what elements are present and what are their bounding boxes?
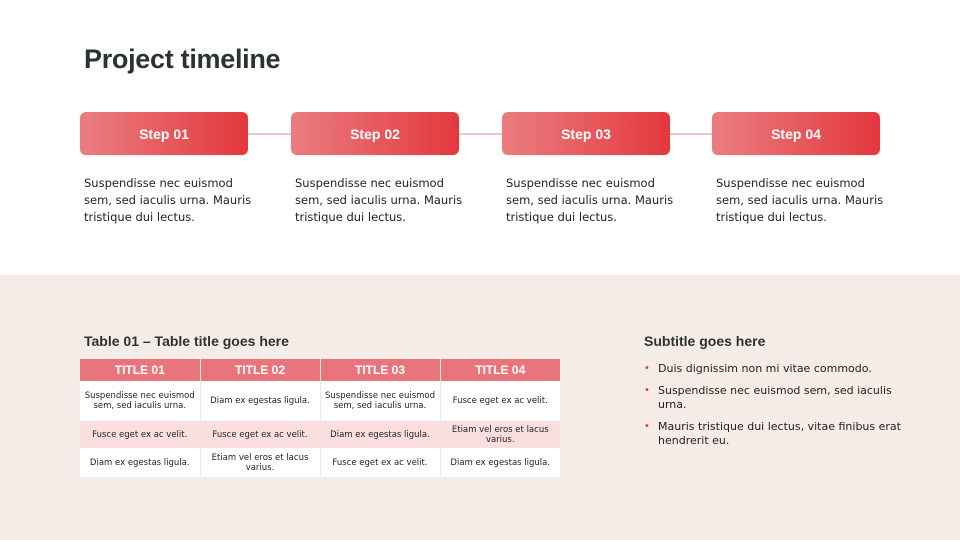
step-box-3: Step 03 (502, 112, 670, 155)
table-cell: Diam ex egestas ligula. (320, 421, 440, 448)
timeline-connector (458, 133, 502, 135)
bullet-text: Mauris tristique dui lectus, vitae finibus erat hendrerit eu. (658, 420, 901, 447)
bullet-text: Duis dignissim non mi vitae commodo. (658, 362, 872, 375)
bullet-item (644, 420, 904, 448)
table-cell: Diam ex egestas ligula. (200, 381, 320, 421)
timeline-connector (247, 133, 291, 135)
table-cell: Fusce eget ex ac velit. (440, 381, 560, 421)
bullet-dot-icon: • (644, 363, 650, 374)
data-table (80, 359, 560, 477)
table-header-cell: TITLE 02 (200, 359, 320, 381)
table-cell: Etiam vel eros et lacus varius. (200, 448, 320, 477)
table-title: Table 01 – Table title goes here (84, 333, 289, 349)
step-description-1: Suspendisse nec euismod sem, sed iaculis urna. Mauris tristique dui lectus. (84, 176, 252, 224)
table-cell: Fusce eget ex ac velit. (200, 421, 320, 448)
table-cell: Fusce eget ex ac velit. (320, 448, 440, 477)
bullet-item (644, 384, 904, 412)
table-header-row (80, 359, 560, 381)
step-box-2: Step 02 (291, 112, 459, 155)
table-cell: Suspendisse nec euismod sem, sed iaculis urna. (320, 381, 440, 421)
bullet-dot-icon: • (644, 385, 650, 396)
step-box-4: Step 04 (712, 112, 880, 155)
table-cell: Diam ex egestas ligula. (440, 448, 560, 477)
step-description-4: Suspendisse nec euismod sem, sed iaculis urna. Mauris tristique dui lectus. (716, 176, 884, 224)
bullet-list (644, 362, 904, 456)
table-row (80, 448, 560, 477)
table-header-cell: TITLE 04 (440, 359, 560, 381)
table-header-cell: TITLE 01 (80, 359, 200, 381)
table-cell: Etiam vel eros et lacus varius. (440, 421, 560, 448)
timeline-connector (669, 133, 712, 135)
aside-subtitle: Subtitle goes here (644, 333, 766, 349)
page-title: Project timeline (84, 44, 281, 74)
bullet-text: Suspendisse nec euismod sem, sed iaculis urna. (658, 384, 892, 411)
step-description-2: Suspendisse nec euismod sem, sed iaculis urna. Mauris tristique dui lectus. (295, 176, 463, 224)
table-row (80, 381, 560, 421)
step-description-3: Suspendisse nec euismod sem, sed iaculis urna. Mauris tristique dui lectus. (506, 176, 674, 224)
table-cell: Fusce eget ex ac velit. (80, 421, 200, 448)
table-cell: Suspendisse nec euismod sem, sed iaculis urna. (80, 381, 200, 421)
bullet-item (644, 362, 904, 376)
bullet-dot-icon: • (644, 421, 650, 432)
table-cell: Diam ex egestas ligula. (80, 448, 200, 477)
table-header-cell: TITLE 03 (320, 359, 440, 381)
table-row (80, 421, 560, 448)
step-box-1: Step 01 (80, 112, 248, 155)
